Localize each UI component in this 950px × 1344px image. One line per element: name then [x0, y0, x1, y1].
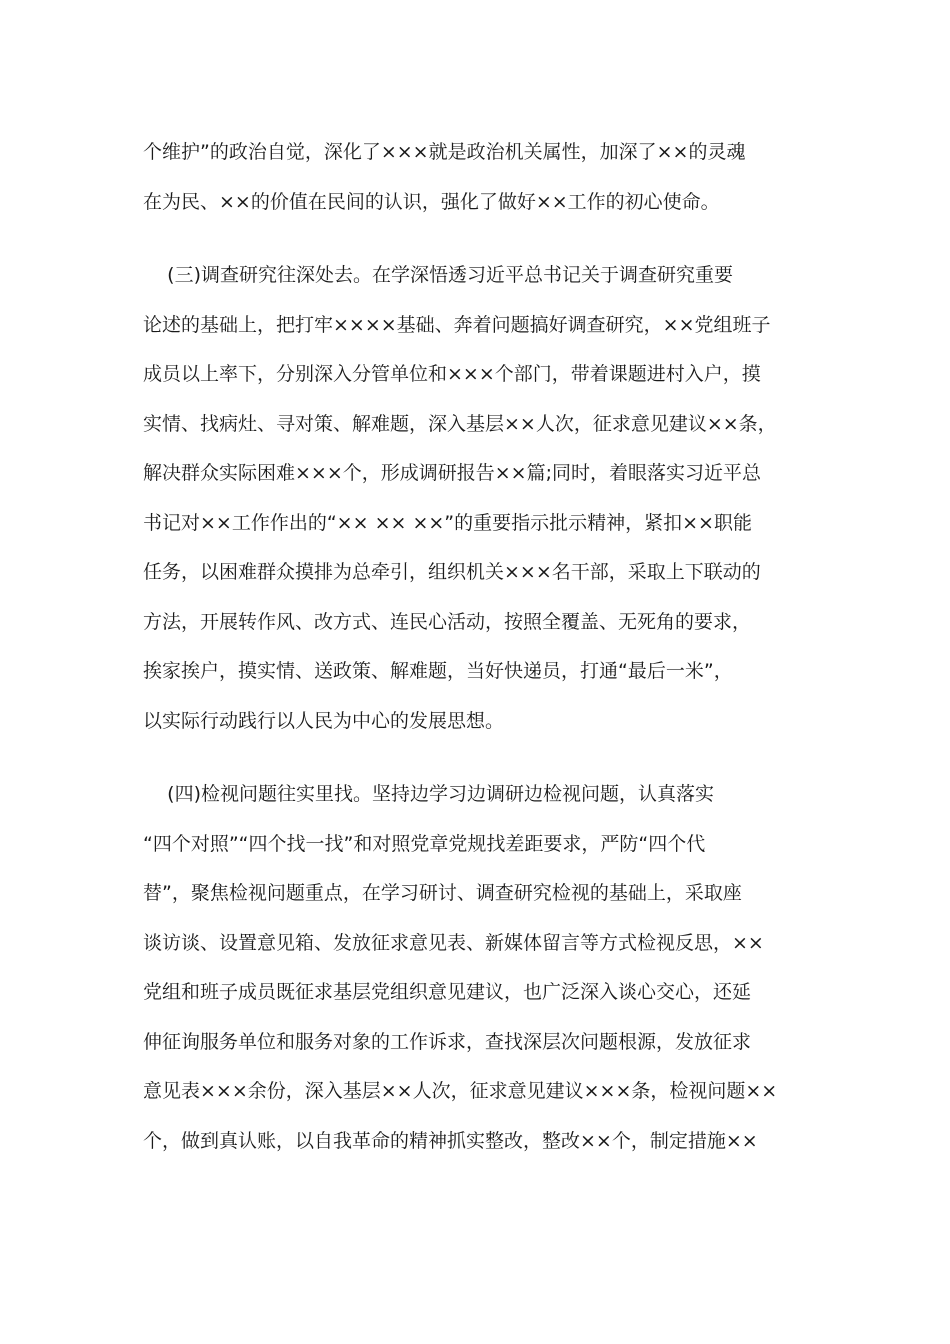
- text-line: 实情、找病灶、寻对策、解难题，深入基层××人次，征求意见建议××条，: [143, 412, 777, 435]
- text-line: 任务，以困难群众摸排为总牵引，组织机关×××名干部，采取上下联动的: [143, 561, 761, 583]
- text-line: 党组和班子成员既征求基层党组织意见建议，也广泛深入谈心交心，还延: [143, 981, 752, 1003]
- text-line: 伸征询服务单位和服务对象的工作诉求，查找深层次问题根源，发放征求: [143, 1030, 752, 1053]
- text-line: 成员以上率下，分别深入分管单位和×××个部门，带着课题进村入户，摸: [143, 363, 761, 385]
- text-line: (四)检视问题往实里找。坚持边学习边调研边检视问题，认真落实: [143, 783, 714, 805]
- text-line: 谈访谈、设置意见箱、发放征求意见表、新媒体留言等方式检视反思，××: [143, 931, 764, 954]
- text-line: 方法，开展转作风、改方式、连民心活动，按照全覆盖、无死角的要求，: [143, 610, 752, 633]
- text-line: 解决群众实际困难×××个，形成调研报告××篇;同时，着眼落实习近平总: [143, 462, 762, 484]
- text-line: 个，做到真认账，以自我革命的精神抓实整改，整改××个，制定措施××: [143, 1129, 758, 1152]
- paragraph-1: [143, 128, 808, 227]
- text-line: 以实际行动践行以人民为中心的发展思想。: [143, 709, 505, 732]
- paragraph-3: [143, 770, 808, 1166]
- text-line: (三)调查研究往深处去。在学深悟透习近平总书记关于调查研究重要: [143, 264, 733, 286]
- document-body: [143, 128, 808, 1166]
- text-line: “四个对照”“四个找一找”和对照党章党规找差距要求，严防“四个代: [143, 832, 706, 855]
- text-line: 替”，聚焦检视问题重点，在学习研讨、调查研究检视的基础上，采取座: [143, 882, 742, 904]
- text-line: 挨家挨户，摸实情、送政策、解难题，当好快递员，打通“最后一米”，: [143, 660, 733, 682]
- text-line: 论述的基础上，把打牢××××基础、奔着问题搞好调查研究，××党组班子: [143, 313, 771, 336]
- text-line: 意见表×××余份，深入基层××人次，征求意见建议×××条，检视问题××: [143, 1080, 778, 1102]
- text-line: 个维护”的政治自觉，深化了×××就是政治机关属性，加深了××的灵魂: [143, 141, 746, 163]
- text-line: 书记对××工作作出的“×× ×× ××”的重要指示批示精神，紧扣××职能: [143, 511, 752, 534]
- text-line: 在为民、××的价值在民间的认识，强化了做好××工作的初心使命。: [143, 190, 720, 213]
- paragraph-2: [143, 251, 808, 746]
